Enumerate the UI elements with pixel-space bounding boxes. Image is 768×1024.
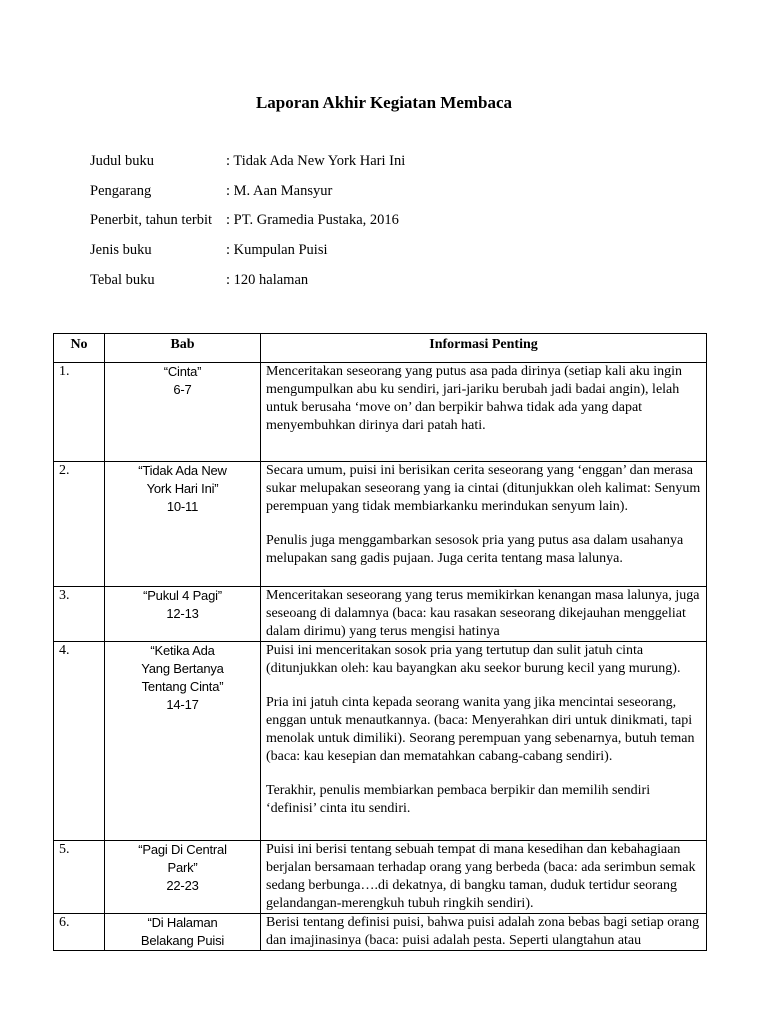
bab-line: “Di Halaman xyxy=(147,915,218,930)
row-bab xyxy=(105,642,261,841)
row-info xyxy=(261,587,707,642)
bab-line: “Pagi Di Central xyxy=(138,842,227,857)
row-no: 1. xyxy=(54,363,105,462)
table-header-row xyxy=(54,334,707,363)
info-paragraph: Menceritakan seseorang yang putus asa pada dirinya (setiap kali aku ingin mengumpulkan abu ku sendiri, jari-jariku berubah jadi badai angin), lelah untuk berusaha ‘move on’ dan berpikir bahwa tidak ada yang dapat menyembuhkan dirinya dari patah hati. xyxy=(266,364,682,433)
table-row xyxy=(54,841,707,914)
info-paragraph: Puisi ini berisi tentang sebuah tempat di mana kesedihan dan kebahagiaan berjalan bersamaan terhadap orang yang berbeda (baca: ada serimbun semak sedang berbunga….di dekatnya, di bangku taman, duduk tertidur seorang gelandangan-merengkuh tubuh ringkih sendiri). xyxy=(266,842,696,911)
row-no: 6. xyxy=(54,914,105,951)
book-info-key: Pengarang xyxy=(90,182,152,199)
bab-line: 14-17 xyxy=(166,697,199,712)
info-paragraph: Berisi tentang definisi puisi, bahwa puisi adalah zona bebas bagi setiap orang dan imajinasinya (baca: puisi adalah pesta. Seperti ulangtahun atau xyxy=(266,915,700,948)
row-info xyxy=(261,914,707,951)
row-info xyxy=(261,841,707,914)
page-title: Laporan Akhir Kegiatan Membaca xyxy=(255,93,513,112)
bab-line: 12-13 xyxy=(166,606,199,621)
table-row xyxy=(54,914,707,951)
bab-line: 22-23 xyxy=(166,878,199,893)
book-info-value: : Tidak Ada New York Hari Ini xyxy=(226,153,406,169)
book-info-value: : M. Aan Mansyur xyxy=(226,182,333,199)
reading-table xyxy=(53,333,707,951)
book-info-row xyxy=(90,153,405,183)
bab-line: “Pukul 4 Pagi” xyxy=(143,588,222,603)
table-row xyxy=(54,462,707,587)
book-info-value: : 120 halaman xyxy=(226,271,309,288)
book-info-row xyxy=(90,212,405,242)
header-no: No xyxy=(54,334,105,363)
book-info-value: : PT. Gramedia Pustaka, 2016 xyxy=(226,212,399,229)
row-bab xyxy=(105,587,261,642)
info-paragraph: Puisi ini menceritakan sosok pria yang tertutup dan sulit jatuh cinta (ditunjukkan oleh: kau bayangkan aku seekor burung kecil yang murung). xyxy=(266,643,681,676)
book-info-key: Tebal buku xyxy=(90,271,155,288)
book-info-key: Judul buku xyxy=(90,153,155,169)
bab-line: “Tidak Ada New xyxy=(138,463,227,478)
book-info-key: Jenis buku xyxy=(90,242,152,259)
bab-line: Park” xyxy=(167,860,198,875)
row-no: 2. xyxy=(54,462,105,587)
row-bab xyxy=(105,914,261,951)
table-row xyxy=(54,363,707,462)
row-bab xyxy=(105,462,261,587)
table-row xyxy=(54,587,707,642)
bab-line: Yang Bertanya xyxy=(141,661,224,676)
row-info xyxy=(261,363,707,462)
bab-line: 6-7 xyxy=(173,382,192,397)
header-bab: Bab xyxy=(105,334,261,363)
bab-line: 10-11 xyxy=(166,499,199,514)
info-paragraph: Secara umum, puisi ini berisikan cerita seseorang yang ‘enggan’ dan merasa sukar melupakan seseorang yang ia cintai (ditunjukkan oleh kalimat: Senyum perempuan yang tidak membiarkanku merindukan senyum lain). xyxy=(266,463,701,514)
book-info-value: : Kumpulan Puisi xyxy=(226,242,328,259)
row-bab xyxy=(105,841,261,914)
row-info xyxy=(261,642,707,841)
info-paragraph: Terakhir, penulis membiarkan pembaca berpikir dan memilih sendiri ‘definisi’ cinta itu sendiri. xyxy=(266,783,651,816)
bab-line: Belakang Puisi xyxy=(140,933,225,948)
header-info: Informasi Penting xyxy=(261,334,707,363)
row-no: 4. xyxy=(54,642,105,841)
bab-line: “Ketika Ada xyxy=(150,643,215,658)
info-paragraph: Pria ini jatuh cinta kepada seorang wanita yang jika mencintai seseorang, enggan untuk menautkannya. (baca: Menyerahkan diri untuk dinikmati, tapi menolak untuk dimiliki). Seorang perempuan yang sebenarnya, butuh teman (baca: kau kesepian dan mematahkan cabang-cabang sendiri). xyxy=(266,695,695,764)
bab-line: “Cinta” xyxy=(163,364,202,379)
bab-line: York Hari Ini” xyxy=(146,481,219,496)
book-info-row xyxy=(90,183,405,213)
book-info-row xyxy=(90,272,405,302)
row-info xyxy=(261,462,707,587)
bab-line: Tentang Cinta” xyxy=(141,679,224,694)
book-info-key: Penerbit, tahun terbit xyxy=(90,212,213,229)
row-no: 3. xyxy=(54,587,105,642)
book-info-row xyxy=(90,242,405,272)
table-row xyxy=(54,642,707,841)
book-info xyxy=(90,153,405,301)
info-paragraph: Menceritakan seseorang yang terus memikirkan kenangan masa lalunya, juga seseoang di dalamnya (baca: kau rasakan seseorang dikejauhan menggeliat dalam dirimu) yang terus mengisi hatinya xyxy=(266,588,700,639)
info-paragraph: Penulis juga menggambarkan sesosok pria yang putus asa dalam usahanya melupakan sang gadis pujaan. Juga cerita tentang masa lalunya. xyxy=(266,533,684,566)
row-bab xyxy=(105,363,261,462)
row-no: 5. xyxy=(54,841,105,914)
